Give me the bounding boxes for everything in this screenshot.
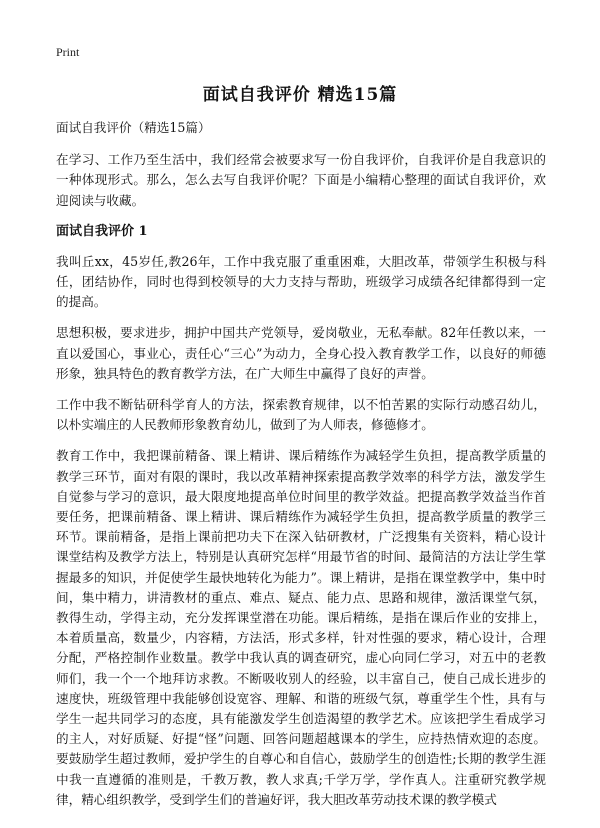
page-title: 面试自我评价 精选15篇 (202, 85, 398, 105)
print-link[interactable]: Print (56, 45, 80, 59)
article-body (56, 118, 546, 821)
body-paragraph: 思想积极，要求进步，拥护中国共产党领导，爱岗敬业，无私奉献。82年任教以来，一直以爱国心，事业心，责任心“三心”为动力，全身心投入教育教学工作，以良好的师德形象，独具特色的教育教学方法，在广大师生中赢得了良好的声誉。 (56, 325, 546, 381)
body-paragraph: 工作中我不断钻研科学育人的方法，探索教育规律，以不怕苦累的实际行动感召幼儿，以朴实端庄的人民教师形象教育幼儿，做到了为人师表，修德修才。 (56, 397, 546, 433)
body-paragraph: 我叫丘xx，45岁任,教26年，工作中我克服了重重困难，大胆改革，带领学生积极与科任，团结协作，同时也得到校领导的大力支持与帮助，班级学习成绩各纪律都得到一定的提高。 (56, 253, 546, 310)
article-subtitle: 面试自我评价（精选15篇） (56, 120, 211, 135)
body-paragraph: 教育工作中，我把课前精备、课上精讲、课后精练作为减轻学生负担，提高教学质量的教学三环节，面对有限的课时，我以改革精神探索提高教学效率的科学方法，激发学生自觉参与学习的意识，最大限度地提高单位时间里的教学效益。把提高教学效益当作首要任务，把课前精备、课上精讲、课后精练作为减轻学生负担，提高教学质量的教学三环节。课前精备，是指上课前把功夫下在深入钻研教材，广泛搜集有关资料，精心设计课堂结构及教学方法上，特别是认真研究怎样“用最节省的时间、最简洁的方法让学生掌握最多的知识，并促使学生最快地转化为能力”。课上精讲，是指在课堂教学中，集中时间，集中精力，讲清教材的重点、难点、疑点、能力点、思路和规律，激活课堂气氛，教得生动，学得主动，充分发挥课堂潜在功能。课后精练，是指在课后作业的安排上，本着质量高，数量少，内容精，方法活，形式多样，针对性强的要求，精心设计，合理分配，严格控制作业数量。教学中我认真的调查研究，虚心向同仁学习，对五中的老教师们，我一个一个地拜访求教。不断吸收别人的经验，以丰富自己，使自己成长进步的速度快，班级管理中我能够创设宽容、理解、和谐的班级气氛，尊重学生个性，具有与学生一起共同学习的态度，具有能激发学生创造渴望的教学艺术。应该把学生看成学习的主人，对好质疑、好提“怪”问题、回答问题超越课本的学生，应持热情欢迎的态度。要鼓励学生超过教师，爱护学生的自尊心和自信心，鼓励学生的创造性;长期的教学生涯中我一直遵循的准则是，千教万教，教人求真;千学万学，学作真人。注重研究教学规律，精心组织教学，受到学生们的普遍好评，我大胆改革劳动技术课的教学模式 (56, 448, 546, 807)
intro-paragraph: 在学习、工作乃至生活中，我们经常会被要求写一份自我评价，自我评价是自我意识的一种体现形式。那么，怎么去写自我评价呢？下面是小编精心整理的面试自我评价，欢迎阅读与收藏。 (56, 152, 546, 208)
section-heading: 面试自我评价 1 (56, 223, 148, 239)
